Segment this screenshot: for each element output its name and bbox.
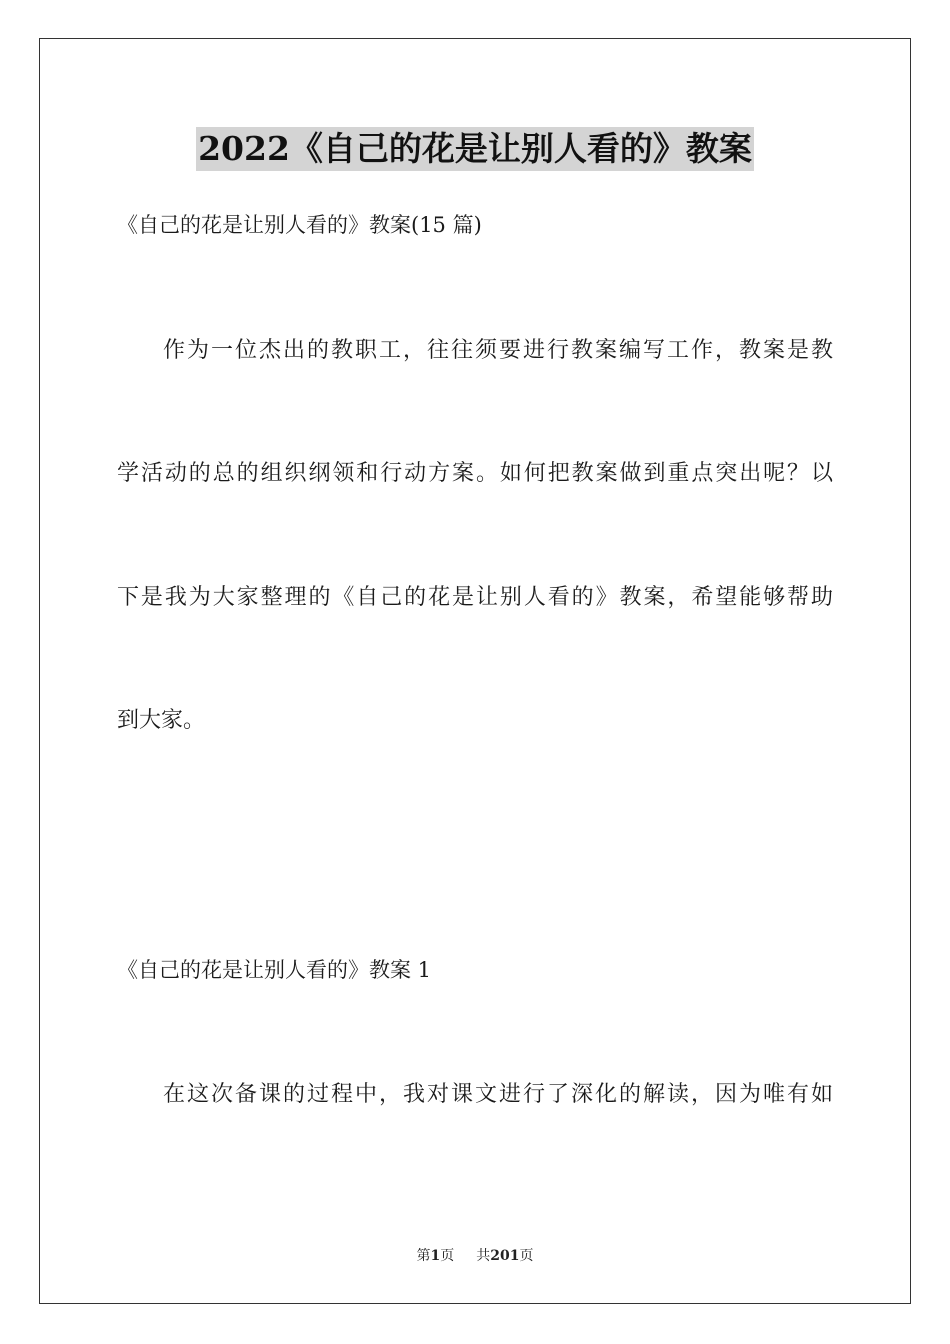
footer-total-suffix: 页 (519, 1248, 534, 1264)
section-heading: 《自己的花是让别人看的》教案 1 (117, 958, 432, 982)
intro-line-3: 下是我为大家整理的《自己的花是让别人看的》教案，希望能够帮助 (117, 585, 833, 610)
title-container (0, 127, 950, 171)
footer-page-prefix: 第 (416, 1248, 431, 1264)
intro-line-4: 到大家。 (117, 708, 206, 733)
footer-page-current: 1 (430, 1248, 441, 1264)
section-line-1: 在这次备课的过程中，我对课文进行了深化的解读，因为唯有如 (163, 1082, 833, 1107)
footer-total-prefix: 共 (476, 1248, 491, 1264)
footer-total-pages: 201 (490, 1248, 520, 1264)
document-subtitle: 《自己的花是让别人看的》教案(15 篇) (117, 213, 482, 237)
page-footer (0, 1246, 950, 1266)
intro-line-1: 作为一位杰出的教职工，往往须要进行教案编写工作，教案是教 (163, 338, 833, 363)
document-title: 2022《自己的花是让别人看的》教案 (196, 127, 754, 171)
footer-page-suffix: 页 (440, 1248, 455, 1264)
intro-line-2: 学活动的总的组织纲领和行动方案。如何把教案做到重点突出呢？以 (117, 461, 833, 486)
